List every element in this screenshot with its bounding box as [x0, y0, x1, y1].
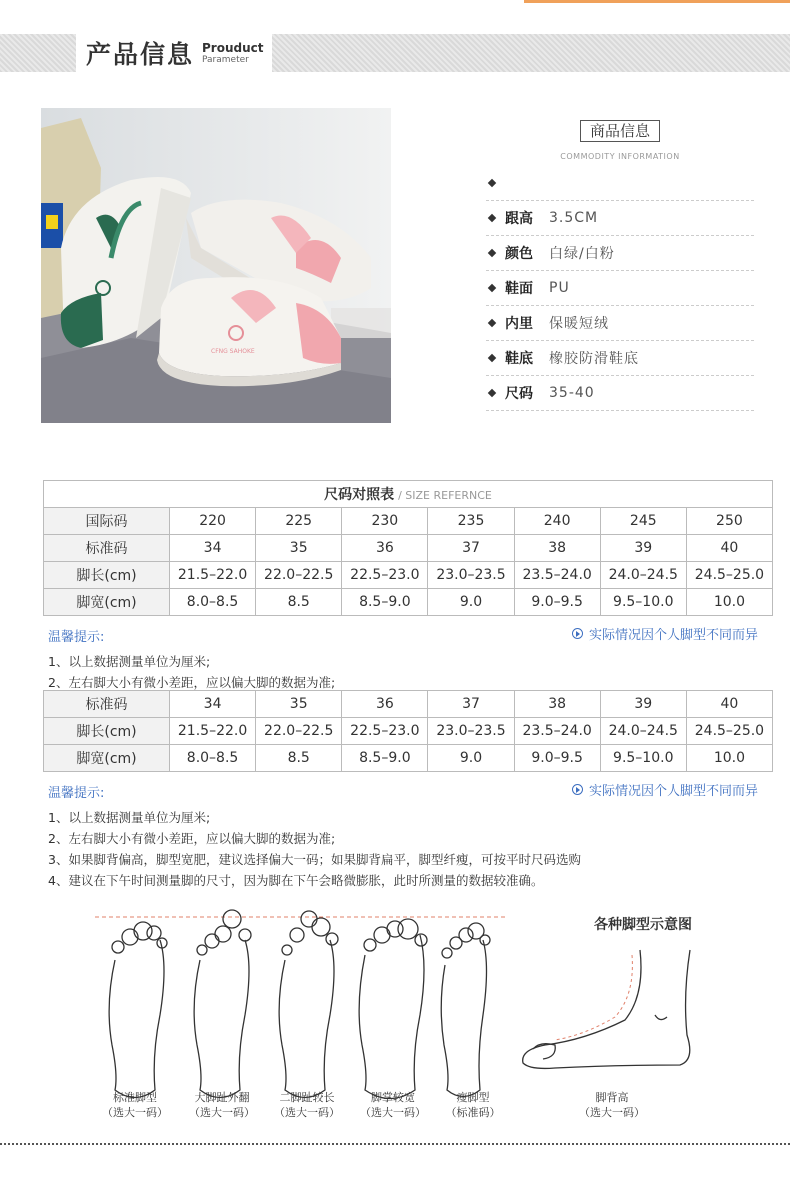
- size-table: [43, 480, 773, 616]
- commodity-info-heading: 商品信息: [580, 120, 660, 142]
- play-circle-icon: [572, 784, 583, 795]
- spec-row-size: 尺码 35-40: [486, 376, 754, 411]
- table-row: 脚宽(cm) 8.0–8.5 8.5 8.5–9.0 9.0 9.0–9.5 9.5–10.0 10.0: [44, 745, 773, 772]
- tip-right: 实际情况因个人脚型不同而异: [572, 624, 758, 643]
- table-row: 标准码 34 35 36 37 38 39 40: [44, 691, 773, 718]
- spec-row: [486, 166, 754, 201]
- size-table-title: 尺码对照表: [324, 487, 395, 503]
- note-line: 2、左右脚大小有微小差距，应以偏大脚的数据为准;: [48, 675, 336, 690]
- table-row: 国际码 220 225 230 235 240 245 250: [44, 508, 773, 535]
- bullet-icon: [488, 179, 496, 187]
- bullet-icon: [488, 354, 496, 362]
- section-title-cn: 产品信息: [86, 40, 195, 69]
- foot-type-label: 瘦脚型 （标准码）: [445, 1091, 501, 1119]
- table-row: 脚长(cm) 21.5–22.0 22.0–22.5 22.5–23.0 23.0–23.5 23.5–24.0 24.0–24.5 24.5–25.0: [44, 718, 773, 745]
- section-subtitle-en: Parameter: [202, 54, 249, 65]
- size-table-2: [43, 690, 773, 772]
- foot-type-label: 脚掌较宽 （选大一码）: [360, 1091, 426, 1119]
- spec-row-color: 颜色 白绿/白粉: [486, 236, 754, 271]
- note-line: 3、如果脚背偏高，脚型宽肥，建议选择偏大一码；如果脚背扁平，脚型纤瘦，可按平时尺码选购: [48, 852, 581, 867]
- section-title-en: Prouduct: [202, 40, 264, 55]
- spec-row-sole: 鞋底 橡胶防滑鞋底: [486, 341, 754, 376]
- spec-row-lining: 内里 保暖短绒: [486, 306, 754, 341]
- play-circle-icon: [572, 628, 583, 639]
- high-instep-foot-icon: [515, 945, 715, 1080]
- section-title: [76, 34, 272, 72]
- note-line: 2、左右脚大小有微小差距，应以偏大脚的数据为准;: [48, 831, 336, 846]
- note-line: 4、建议在下午时间测量脚的尺寸，因为脚在下午会略微膨胀，此时所测量的数据较准确。: [48, 873, 544, 888]
- tip-right-2: 实际情况因个人脚型不同而异: [572, 780, 758, 799]
- commodity-info-heading-en: COMMODITY INFORMATION: [560, 152, 680, 161]
- top-accent-line: [524, 0, 790, 3]
- note-line: 1、以上数据测量单位为厘米;: [48, 810, 211, 825]
- bullet-icon: [488, 214, 496, 222]
- bullet-icon: [488, 319, 496, 327]
- table-row: 标准码 34 35 36 37 38 39 40: [44, 535, 773, 562]
- side-foot-label: 脚背高 （选大一码）: [579, 1091, 645, 1119]
- bullet-icon: [488, 284, 496, 292]
- foot-diagram-title: 各种脚型示意图: [594, 917, 692, 933]
- note-line: 1、以上数据测量单位为厘米;: [48, 654, 211, 669]
- spec-row-upper: 鞋面 PU: [486, 271, 754, 306]
- bottom-divider: [0, 1143, 790, 1145]
- spec-row-heel: 跟高 3.5CM: [486, 201, 754, 236]
- table-row: 脚长(cm) 21.5–22.0 22.0–22.5 22.5–23.0 23.0–23.5 23.5–24.0 24.0–24.5 24.5–25.0: [44, 562, 773, 589]
- tip-label-2: 温馨提示:: [48, 786, 105, 801]
- bullet-icon: [488, 249, 496, 257]
- bullet-icon: [488, 389, 496, 397]
- tip-label: 温馨提示:: [48, 630, 105, 645]
- foot-type-label: 二脚趾较长 （选大一码）: [274, 1091, 340, 1119]
- product-photo: [41, 108, 391, 423]
- shoe-brand-text: CFNG SAHOKE: [211, 348, 255, 355]
- foot-type-label: 大脚趾外翻 （选大一码）: [189, 1091, 255, 1119]
- table-row: 脚宽(cm) 8.0–8.5 8.5 8.5–9.0 9.0 9.0–9.5 9.5–10.0 10.0: [44, 589, 773, 616]
- foot-types-diagram: [90, 905, 510, 1115]
- foot-type-label: 标准脚型 （选大一码）: [102, 1091, 168, 1119]
- size-table-title-en: / SIZE REFERNCE: [398, 489, 492, 502]
